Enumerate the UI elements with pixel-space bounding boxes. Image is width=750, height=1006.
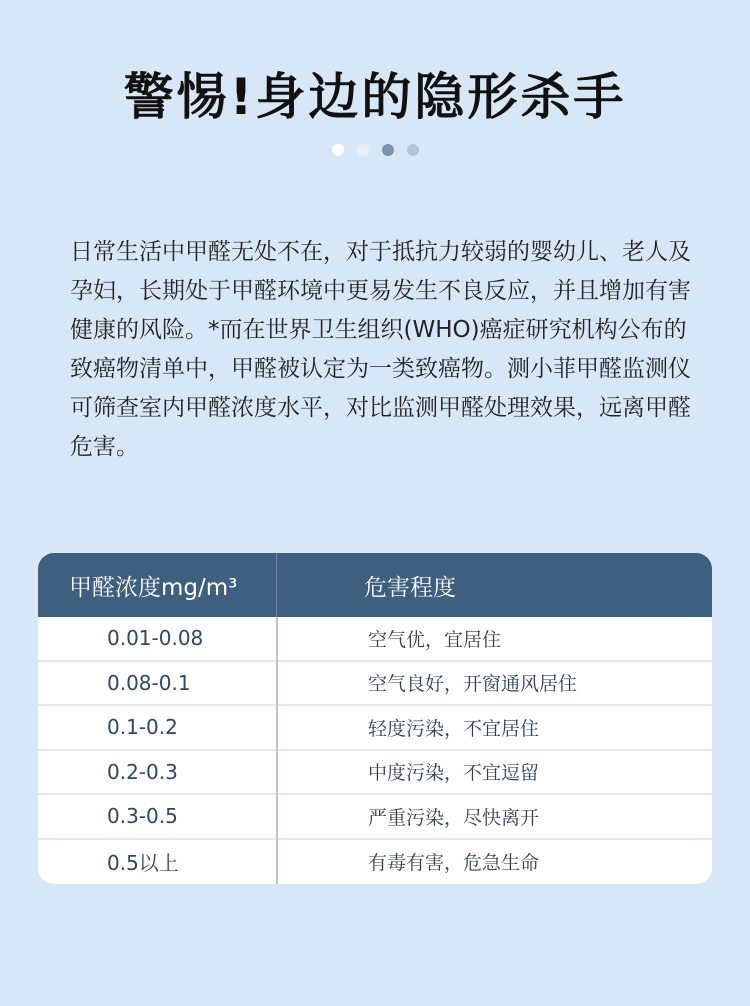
pagination-dot[interactable] (357, 144, 369, 156)
column-divider (276, 617, 278, 884)
pagination-dot[interactable] (407, 144, 419, 156)
header-concentration: 甲醛浓度mg/m³ (69, 574, 238, 601)
table-row (38, 795, 712, 840)
table-row (38, 751, 712, 796)
harm-cell: 有毒有害，危急生命 (368, 852, 540, 875)
table-row (38, 662, 712, 707)
table-row (38, 840, 712, 885)
header-harm-level: 危害程度 (364, 574, 456, 601)
harm-cell: 严重污染，尽快离开 (368, 806, 540, 829)
formaldehyde-table (38, 553, 712, 884)
pagination-dot-active[interactable] (382, 144, 394, 156)
concentration-cell: 0.3-0.5 (107, 804, 178, 829)
pagination-dots (0, 144, 750, 156)
harm-cell: 中度污染，不宜逗留 (368, 762, 540, 785)
table-row (38, 706, 712, 751)
concentration-cell: 0.01-0.08 (107, 626, 204, 651)
harm-cell: 空气优，宜居住 (368, 628, 502, 651)
table-body (38, 617, 712, 884)
concentration-cell: 0.2-0.3 (107, 759, 178, 784)
harm-cell: 轻度污染，不宜居住 (368, 717, 540, 740)
harm-cell: 空气良好，开窗通风居住 (368, 673, 578, 696)
table-row (38, 617, 712, 662)
concentration-cell: 0.1-0.2 (107, 715, 178, 740)
pagination-dot[interactable] (332, 144, 344, 156)
concentration-cell: 0.5以上 (107, 851, 179, 876)
description-paragraph: 日常生活中甲醛无处不在，对于抵抗力较弱的婴幼儿、老人及孕妇，长期处于甲醛环境中更易发生不良反应，并且增加有害健康的风险。*而在世界卫生组织(WHO)癌症研究机构公布的致癌物清单中，甲醛被认定为一类致癌物。测小菲甲醛监测仪可筛查室内甲醛浓度水平，对比监测甲醛处理效果，远离甲醛危害。 (70, 239, 691, 460)
table-header (38, 553, 712, 617)
page-title: 警惕!身边的隐形杀手 (123, 68, 627, 126)
concentration-cell: 0.08-0.1 (107, 670, 191, 695)
header-divider (276, 553, 277, 617)
